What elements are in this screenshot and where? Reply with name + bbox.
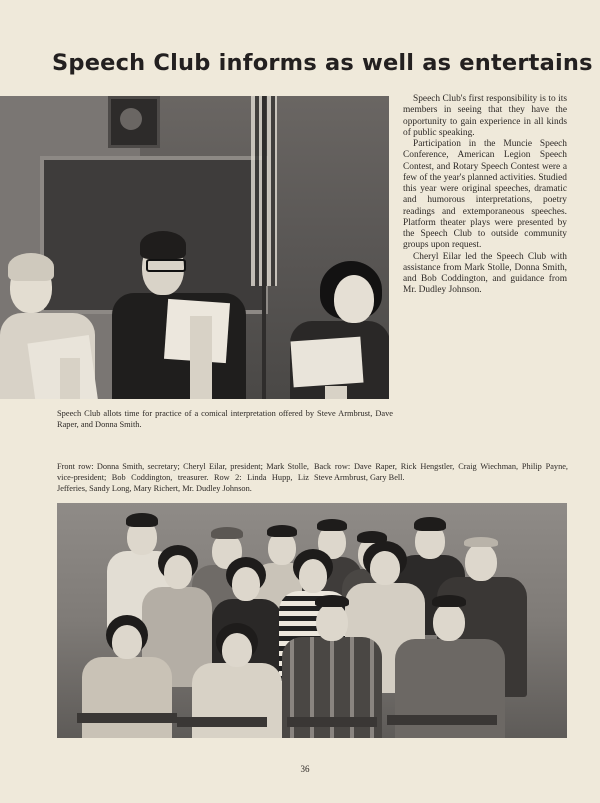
desk — [177, 717, 267, 727]
student-center — [108, 231, 258, 399]
glasses — [146, 259, 186, 272]
article-text — [403, 94, 567, 297]
photo-caption: Speech Club allots time for practice of a comical interpretation offered by Steve Armbrust, Dave Raper, and Donna Smith. — [57, 409, 393, 429]
group-caption-left: Front row: Donna Smith, secretary; Cheryl Eilar, president; Mark Stolle, vice-president; Bob Coddington, treasurer. Row 2: Linda Hupp, Liz Jefferies, Sandy Long, Mary Richert, Mr. Dudley Johnson. — [57, 462, 309, 493]
article-paragraph: Cheryl Eilar led the Speech Club with assistance from Mark Stolle, Donna Smith, and Bob Coddington, and guidance from Mr. Dudley Johnson. — [403, 251, 567, 296]
page-headline: Speech Club informs as well as entertains — [52, 50, 593, 76]
student-right — [250, 261, 389, 399]
lectern — [190, 316, 212, 399]
group-caption-right: Back row: Dave Raper, Rick Hengstler, Craig Wiechman, Philip Payne, Steve Armbrust, Gary Bell. — [314, 462, 568, 482]
desk — [77, 713, 177, 723]
article-paragraph: Speech Club's first responsibility is to its members in seeing that they have the opportunity to gain experience in all kinds of public speaking. — [403, 94, 567, 138]
page-number: 36 — [300, 764, 310, 774]
script-paper — [290, 337, 363, 388]
student-left — [0, 251, 100, 399]
lectern — [60, 358, 80, 399]
speech-practice-photo — [0, 96, 389, 399]
desk — [387, 715, 497, 725]
wall-portrait — [108, 96, 160, 148]
group-photo — [57, 503, 567, 738]
lectern — [325, 386, 347, 399]
article-paragraph: Participation in the Muncie Speech Conference, American Legion Speech Contest, and Rotary Speech Contest were a few of the year's planned activities. Studied this year were original speeches, dramatic and humorous interpretations, poetry readings and extemporaneous speeches. Platform theater plays were presented by the Speech Club to outside community groups upon request. — [403, 139, 567, 251]
desk — [287, 717, 377, 727]
